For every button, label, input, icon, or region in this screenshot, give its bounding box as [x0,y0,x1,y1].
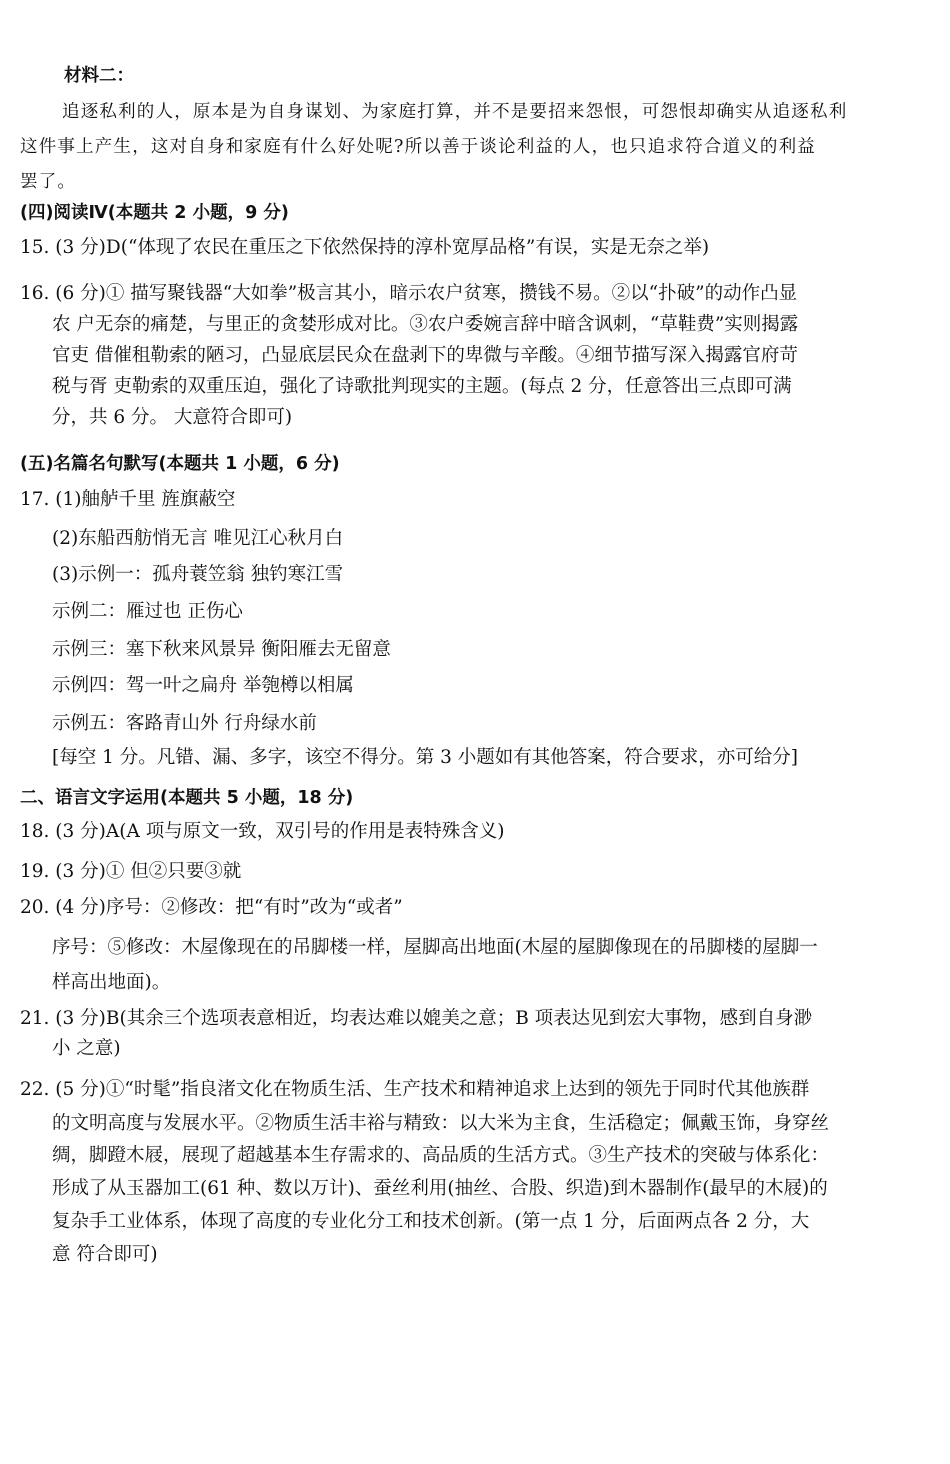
material2-line-2: 这件事上产生，这对自身和家庭有什么好处呢?所以善于谈论利益的人，也只追求符合道义的利益 [20,137,816,157]
q21-line-2: 小 之意) [52,1038,121,1059]
section5-heading: (五)名篇名句默写(本题共 1 小题，6 分) [20,454,340,474]
q17-line-4: 示例二：雁过也 正伤心 [52,601,243,622]
q17-line-7: 示例五：客路青山外 行舟绿水前 [52,713,317,734]
q16-line-5: 分，共 6 分。 大意符合即可) [52,407,293,428]
q19-line: 19. (3 分)① 但②只要③就 [20,861,242,882]
q22-line-1: 22. (5 分)①“时髦”指良渚文化在物质生活、生产技术和精神追求上达到的领先于同时代其他族群 [20,1079,810,1100]
material2-line-3: 罢了。 [20,172,77,192]
q15-line: 15. (3 分)D(“体现了农民在重压之下依然保持的淳朴宽厚品格”有误，实是无奈之举) [20,237,710,258]
q17-line-6: 示例四：驾一叶之扁舟 举匏樽以相属 [52,675,354,696]
section4-heading: (四)阅读Ⅳ(本题共 2 小题，9 分) [20,203,289,223]
q20-line-2: 序号：⑤修改：木屋像现在的吊脚楼一样，屋脚高出地面(木屋的屋脚像现在的吊脚楼的屋脚一 [52,937,818,958]
q20-line-1: 20. (4 分)序号：②修改：把“有时”改为“或者” [20,897,403,918]
q22-line-4: 形成了从玉器加工(61 种、数以万计)、蚕丝利用(抽丝、合股、织造)到木器制作(最早的木屐)的 [52,1178,828,1199]
q22-line-3: 绸，脚蹬木屐，展现了超越基本生存需求的、高品质的生活方式。③生产技术的突破与体系化： [52,1145,830,1166]
q17-line-3: (3)示例一：孤舟蓑笠翁 独钓寒江雪 [52,564,344,585]
q20-line-3: 样高出地面)。 [52,972,171,993]
q17-line-8: [每空 1 分。凡错、漏、多字，该空不得分。第 3 小题如有其他答案，符合要求，亦可给分] [52,747,799,768]
q18-line: 18. (3 分)A(A 项与原文一致，双引号的作用是表特殊含义) [20,821,505,842]
q22-line-5: 复杂手工业体系，体现了高度的专业化分工和技术创新。(第一点 1 分，后面两点各 2 分，大 [52,1211,810,1232]
q16-line-4: 税与胥 吏勒索的双重压迫，强化了诗歌批判现实的主题。(每点 2 分，任意答出三点即可满 [52,376,792,397]
q17-line-1: 17. (1)舳舻千里 旌旗蔽空 [20,489,236,510]
material2-line-1: 追逐私利的人，原本是为自身谋划、为家庭打算，并不是要招来怨恨，可怨恨却确实从追逐私利 [62,102,848,122]
q16-line-1: 16. (6 分)① 描写聚钱器“大如拳”极言其小，暗示农户贫寒，攒钱不易。②以“扑破”的动作凸显 [20,283,798,304]
part2-heading: 二、语言文字运用(本题共 5 小题，18 分) [20,788,354,808]
q17-line-2: (2)东船西舫悄无言 唯见江心秋月白 [52,528,344,549]
q21-line-1: 21. (3 分)B(其余三个选项表意相近，均表达难以媲美之意；B 项表达见到宏大事物，感到自身渺 [20,1008,813,1029]
q17-line-5: 示例三：塞下秋来风景异 衡阳雁去无留意 [52,639,391,660]
q22-line-2: 的文明高度与发展水平。②物质生活丰裕与精致：以大米为主食，生活稳定；佩戴玉饰，身穿丝 [52,1113,830,1134]
q16-line-2: 农 户无奈的痛楚，与里正的贪婪形成对比。③农户委婉言辞中暗含讽刺，“草鞋费”实则揭露 [52,314,799,335]
q22-line-6: 意 符合即可) [52,1244,158,1265]
material2-heading: 材料二： [64,66,134,86]
q16-line-3: 官吏 借催租勒索的陋习，凸显底层民众在盘剥下的卑微与辛酸。④细节描写深入揭露官府苛 [52,345,798,366]
